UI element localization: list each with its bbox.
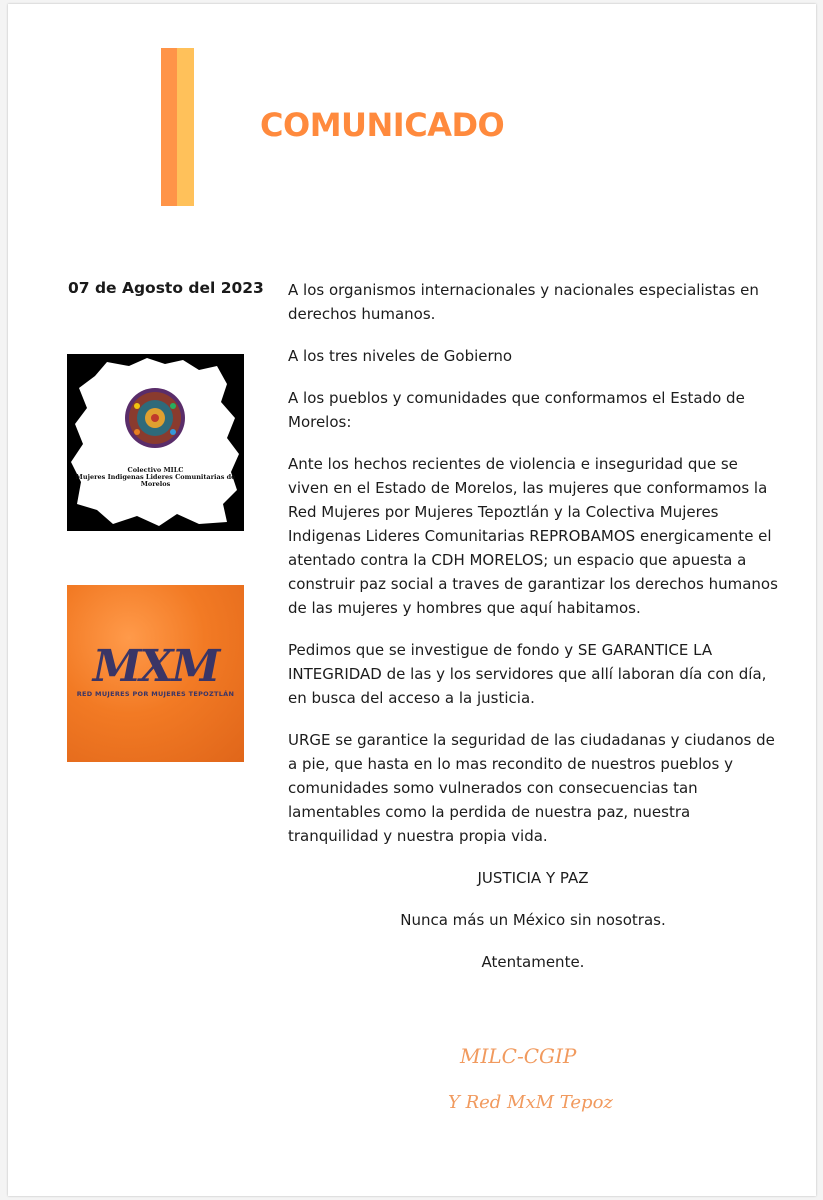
morelos-map-shape xyxy=(67,354,244,531)
signature-line-2: Y Red MxM Tepoz xyxy=(448,1092,613,1113)
paragraph-urge: URGE se garantice la seguridad de las ciudadanas y ciudanos de a pie, que hasta en lo mas recondito de nuestros pueblos y comunidades somo vulnerados con consecuencias tan lamentables como la perdida de nuestra paz, nuestra tranquilidad y nuestra propia vida. xyxy=(288,731,775,845)
milc-logo xyxy=(67,354,244,531)
document-page xyxy=(8,4,816,1196)
mxm-subtitle: RED MUJERES POR MUJERES TEPOZTLÁN xyxy=(76,690,235,698)
mxm-mark: MXM xyxy=(92,641,219,692)
milc-caption: Colectivo MILC Mujeres Indigenas Lideres Comunitarias de Morelos xyxy=(75,466,236,489)
closing-motto: Nunca más un México sin nosotras. xyxy=(400,911,666,929)
closing-slogan: JUSTICIA Y PAZ xyxy=(477,869,589,887)
paragraph-recipients-communities: A los pueblos y comunidades que conformamos el Estado de Morelos: xyxy=(288,389,745,431)
accent-bar xyxy=(161,48,177,206)
mxm-logo xyxy=(67,585,244,762)
page-title: COMUNICADO xyxy=(260,106,505,144)
paragraph-recipients-international: A los organismos internacionales y nacionales especialistas en derechos humanos. xyxy=(288,281,759,323)
paragraph-statement: Ante los hechos recientes de violencia e inseguridad que se viven en el Estado de Morelos, las mujeres que conformamos la Red Mujeres por Mujeres Tepoztlán y la Colectiva Mujeres Indigenas Lideres Comunitarias REPROBAMOS energicamente el atentado contra la CDH MORELOS; un espacio que apuesta a construir paz social a traves de garantizar los derechos humanos de las mujeres y hombres que aquí habitamos. xyxy=(288,455,778,617)
date-label: 07 de Agosto del 2023 xyxy=(68,279,264,297)
accent-bar-light xyxy=(177,48,194,206)
signature-line-1: MILC-CGIP xyxy=(460,1044,577,1068)
paragraph-recipients-government: A los tres niveles de Gobierno xyxy=(288,347,513,365)
letter-body xyxy=(288,278,778,992)
paragraph-demand: Pedimos que se investigue de fondo y SE GARANTICE LA INTEGRIDAD de las y los servidores que allí laboran día con día, en busca del acceso a la justicia. xyxy=(288,641,767,707)
closing-regards: Atentamente. xyxy=(481,953,585,971)
